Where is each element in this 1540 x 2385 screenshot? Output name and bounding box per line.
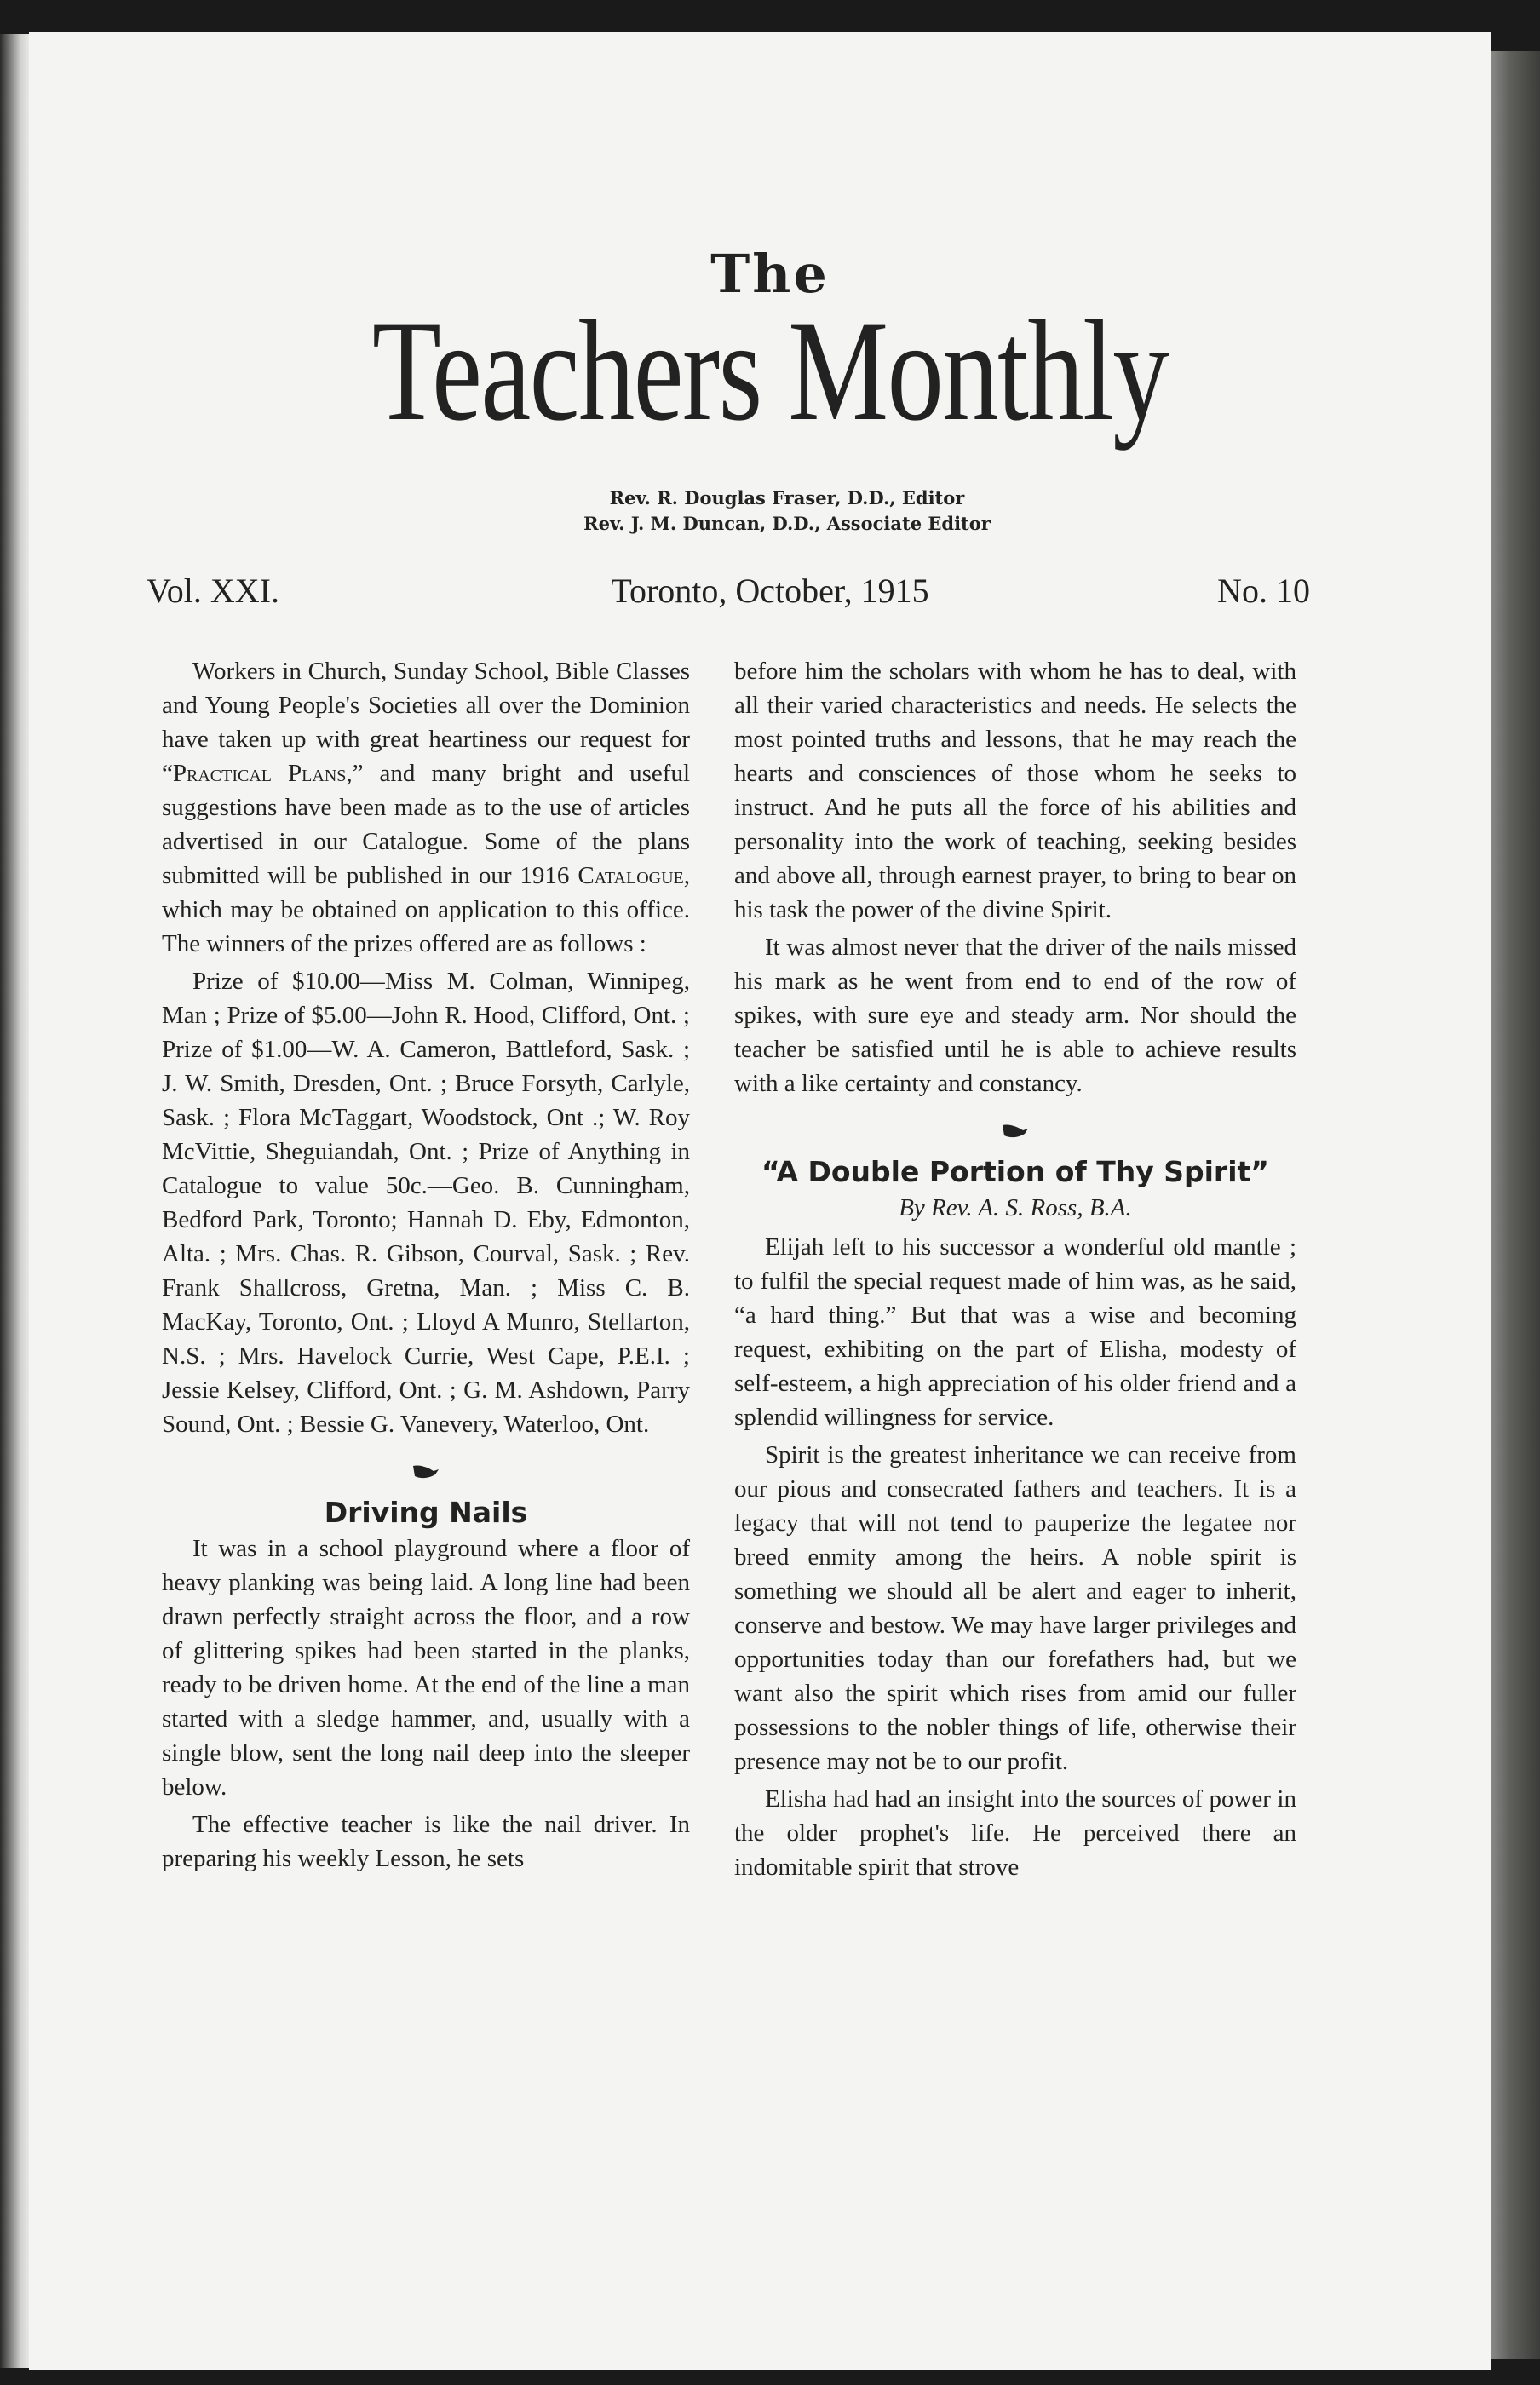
associate-editor-line: Rev. J. M. Duncan, D.D., Associate Editor (583, 513, 991, 534)
driving-nails-paragraph-2: The effective teacher is like the nail driver. In preparing his weekly Lesson, he sets (162, 1811, 690, 1872)
intro-paragraph (162, 654, 690, 961)
driving-nails-paragraph-3: It was almost never that the driver of the nails missed his mark as he went from end to end of the row of spikes, with sure eye and steady arm. Nor should the teacher be satisfied until he is able to achieve results with a like certainty and constancy. (734, 934, 1296, 1097)
prize-winners-paragraph: Prize of $10.00—Miss M. Colman, Winnipeg, Man ; Prize of $5.00—John R. Hood, Clifford, Ont. ; Prize of $1.00—W. A. Cameron, Battleford, Sask. ; J. W. Smith, Dresden, Ont. ; Bruce Forsyth, Carlyle, Sask. ; Flora McTaggart, Woodstock, Ont .; W. Roy McVittie, Sheguiandah, Ont. ; Prize of Anything in Catalogue to value 50c.—Geo. B. Cunningham, Bedford Park, Toronto; Hannah D. Eby, Edmonton, Alta. ; Mrs. Chas. R. Gibson, Courval, Sask. ; Rev. Frank Shallcross, Gretna, Man. ; Miss C. B. MacKay, Toronto, Ont. ; Lloyd A Munro, Stellarton, N.S. ; Mrs. Havelock Currie, West Cape, P.E.I. ; Jessie Kelsey, Clifford, Ont. ; G. M. Ashdown, Parry Sound, Ont. ; Bessie G. Vanevery, Waterloo, Ont. (162, 968, 690, 1438)
practical-plans-term: Practical Plans (172, 760, 347, 787)
leaf-ornament-icon (162, 1453, 690, 1487)
double-portion-paragraph-1: Elijah left to his successor a wonderful old mantle ; to fulfil the special request made of him was, as he said, “a hard thing.” But that was a wise and becoming request, exhibiting on the part of Elisha, modesty of self-esteem, a high appreciation of his older friend and a splendid willingness for service. (734, 1233, 1296, 1431)
double-portion-paragraph-2: Spirit is the greatest inheritance we can receive from our pious and consecrated fathers and teachers. It is a legacy that will not tend to pauperize the legatee nor breed enmity among the heirs. A noble spirit is something we should all be alert and eager to inherit, conserve and bestow. We may have larger privileges and opportunities today than our forefathers had, but we want also the spirit which rises from amid our fuller possessions to the nobler things of life, otherwise their presence may not be to our profit. (734, 1441, 1296, 1775)
article-byline: By Rev. A. S. Ross, B.A. (899, 1194, 1132, 1221)
masthead-title: Teachers Monthly (371, 290, 1169, 451)
double-portion-paragraph-3: Elisha had had an insight into the sources of power in the older prophet's life. He perceived there an indomitable spirit that strove (734, 1785, 1296, 1881)
left-column (162, 654, 690, 1879)
left-page-edge (0, 34, 29, 2368)
double-portion-heading: “A Double Portion of Thy Spirit” (761, 1155, 1269, 1188)
intro-text-a: Workers in Church, Sunday School, Bible Classes and Young People's Societies all over the Dominion have taken up with great heartiness our request for “ (162, 658, 690, 787)
editors-block (0, 486, 1540, 537)
issue-date: Toronto, October, 1915 (611, 572, 929, 610)
right-column (734, 654, 1296, 1888)
driving-nails-paragraph-1: It was in a school playground where a floor of heavy planking was being laid. A long line had been drawn perfectly straight across the floor, and a row of glittering spikes had been started in the planks, ready to be driven home. At the end of the line a man started with a sledge hammer, and, usually with a single blow, sent the long nail deep into the sleeper below. (162, 1535, 690, 1801)
book-page-edges (1491, 51, 1540, 2359)
intro-text-b: ,” and many bright and useful suggestions have been made as to the use of articles advertised in our Catalogue. Some of the plans submitted will be published in our 1916 (162, 760, 691, 889)
leaf-ornament-icon (734, 1112, 1296, 1147)
catalogue-term: Catalogue (578, 862, 684, 889)
volume-label: Vol. XXI. (147, 572, 279, 610)
driving-nails-heading: Driving Nails (324, 1496, 528, 1529)
editor-line: Rev. R. Douglas Fraser, D.D., Editor (609, 487, 965, 509)
driving-nails-continuation: before him the scholars with whom he has to deal, with all their varied characteristics and needs. He selects the most pointed truths and lessons, that he may reach the hearts and consciences of those whom he seeks to instruct. And he puts all the force of his abilities and personality into the work of teaching, seeking besides and above all, through earnest prayer, to bring to bear on his task the power of the divine Spirit. (734, 658, 1296, 923)
intro-text-c: , which may be obtained on application to this office. The winners of the prizes offered are as follows : (162, 862, 690, 957)
issue-number: No. 10 (1217, 572, 1310, 610)
masthead-the: The (710, 243, 830, 305)
